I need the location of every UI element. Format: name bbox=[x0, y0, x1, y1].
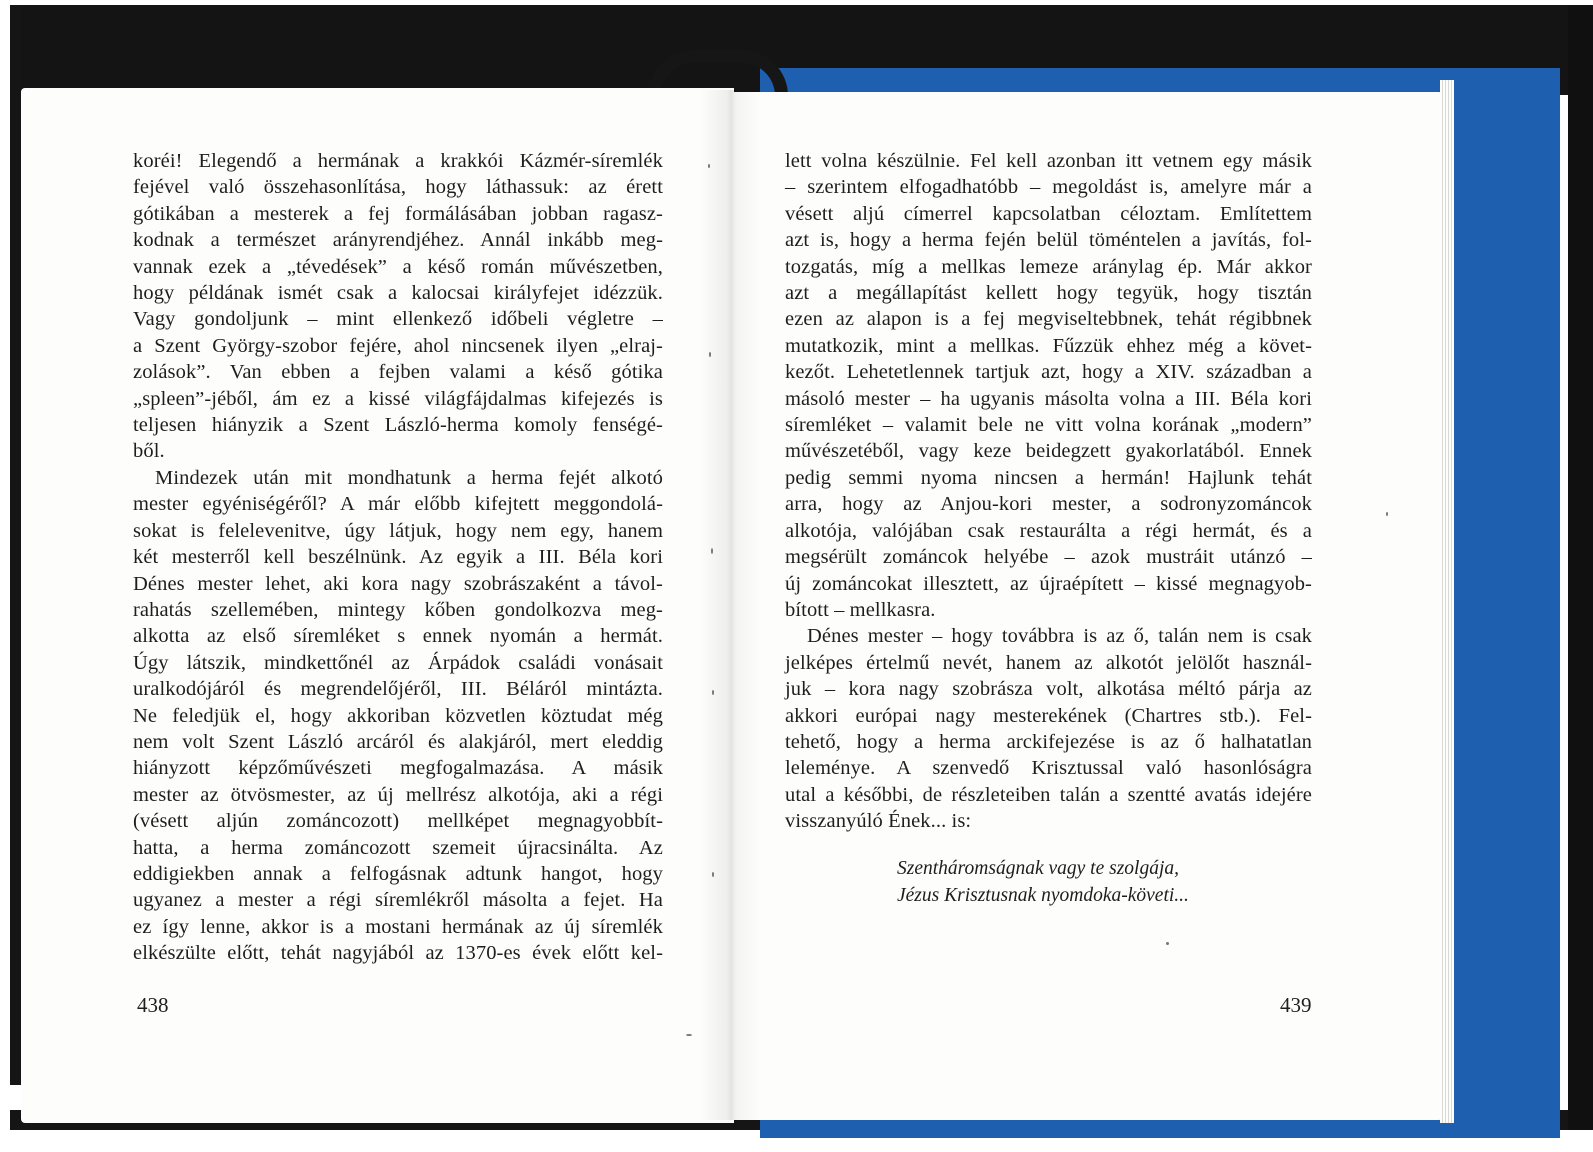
scan-speck bbox=[711, 548, 713, 554]
text-line: arra, hogy az Anjou-kori mester, a sodronyzománcok bbox=[785, 493, 1312, 516]
text-line: „spleen”-jéből, ám ez a kissé világfájdalmas kifejezés is bbox=[133, 387, 663, 410]
text-line: bított – mellkasra. bbox=[785, 598, 936, 621]
page-number-right: 439 bbox=[1280, 993, 1312, 1017]
text-line: rahatás szellemében, mintegy kőben gondolkozva meg- bbox=[133, 598, 663, 621]
text-line: vannak ezek a „tévedések” a késő román művészetben, bbox=[133, 255, 663, 278]
text-line: leleménye. A szenvedő Krisztussal való hasonlóságra bbox=[785, 757, 1312, 780]
text-line: művészetéből, vagy keze beidegzett gyakorlatából. Ennek bbox=[785, 440, 1312, 463]
text-line: utal a későbbi, de részleteiben talán a szentté avatás idejére bbox=[785, 783, 1312, 806]
scan-speck bbox=[712, 872, 714, 877]
text-line: ezen az alapon is a fej megviseltebbnek, tehát régibbnek bbox=[785, 308, 1312, 331]
text-line: ugyanez a mester a régi síremlékről másolta a fejet. Ha bbox=[133, 889, 663, 912]
text-line: Dénes mester lehet, aki kora nagy szobrászaként a távol- bbox=[133, 572, 663, 595]
page-number-left: 438 bbox=[137, 993, 169, 1017]
text-line: kezőt. Lehetetlennek tartjuk azt, hogy a XIV. században a bbox=[785, 361, 1312, 384]
text-line: pedig semmi nyoma nincsen a hermán! Hajlunk tehát bbox=[785, 466, 1312, 489]
verse-line: Jézus Krisztusnak nyomdoka-követi... bbox=[897, 885, 1189, 906]
page-edges bbox=[1440, 80, 1454, 1123]
text-line: alkotója, valójában csak restaurálta a régi hermát, és a bbox=[785, 519, 1312, 542]
text-line: tehető, hogy a herma arckifejezése is az ő halhatatlan bbox=[785, 730, 1312, 753]
text-line: visszanyúló Ének... is: bbox=[785, 810, 972, 833]
text-line: gótikában a mesterek a fej formálásában jobban ragasz- bbox=[133, 202, 663, 225]
text-line: eddigiekben annak a felfogásnak adtunk hangot, hogy bbox=[133, 862, 663, 885]
book-gutter bbox=[700, 90, 760, 1120]
text-line: mester az ötvösmester, az új mellrész alkotója, aki a régi bbox=[133, 783, 663, 806]
scan-speck bbox=[709, 352, 711, 357]
text-line: kodnak a természet arányrendjéhez. Annál inkább meg- bbox=[133, 229, 663, 252]
verse-line: Szentháromságnak vagy te szolgája, bbox=[897, 858, 1179, 879]
text-line: azt is, hogy a herma fején belül töméntelen a javítás, fol- bbox=[785, 229, 1312, 252]
scan-speck bbox=[686, 1034, 692, 1036]
scan-speck bbox=[708, 164, 710, 168]
text-line: hogy példának ismét csak a kalocsai királyfejet idézzük. bbox=[133, 282, 663, 305]
text-line: Vagy gondoljunk – mint ellenkező időbeli végletre – bbox=[133, 308, 663, 331]
text-line: megsérült zománcok helyébe – azok mustráit utánzó – bbox=[785, 546, 1312, 569]
text-line: Úgy látszik, mindkettőnél az Árpádok családi vonásait bbox=[133, 651, 663, 674]
right-page-text bbox=[785, 148, 1312, 835]
text-line: síremléket – valamit bele ne vitt volna korának „modern” bbox=[785, 414, 1312, 437]
text-line: juk – kora nagy szobrásza volt, alkotása méltó párja az bbox=[785, 678, 1312, 701]
text-line: alkotta az első síremléket s ennek nyomán a hermát. bbox=[133, 625, 663, 648]
text-line: új zománcokat illesztett, az újraépített – kissé megnagyob- bbox=[785, 572, 1312, 595]
text-line: nem volt Szent László arcáról és alakjáról, mert eleddig bbox=[133, 730, 663, 753]
text-line: elkészülte előtt, tehát nagyjából az 1370-es évek előtt kel- bbox=[133, 942, 663, 965]
text-line: vésett aljú címerrel kapcsolatban céloztam. Említettem bbox=[785, 202, 1312, 225]
text-line: tozgatás, míg a mellkas lemeze aránylag ép. Már akkor bbox=[785, 255, 1312, 278]
text-line: Dénes mester – hogy továbbra is az ő, talán nem is csak bbox=[807, 625, 1312, 648]
text-line: koréi! Elegendő a hermának a krakkói Kázmér-síremlék bbox=[133, 150, 663, 172]
text-line: másoló mester – ha ugyanis másolta volna a III. Béla kori bbox=[785, 387, 1312, 410]
text-line: zolások”. Van ebben a fejben valami a késő gótika bbox=[133, 361, 663, 384]
text-line: Ne feledjük el, hogy akkoriban közvetlen köztudat még bbox=[133, 704, 663, 727]
scan-speck bbox=[1166, 942, 1169, 945]
text-line: ből. bbox=[133, 440, 165, 463]
text-line: sokat is felelevenitve, úgy látjuk, hogy nem egy, hanem bbox=[133, 519, 663, 542]
text-line: a Szent György-szobor fejére, ahol nincsenek ilyen „elraj- bbox=[133, 334, 663, 357]
scan-speck bbox=[1386, 512, 1388, 516]
scan-speck bbox=[712, 690, 714, 695]
text-line: mutatkozik, mint a mellkas. Fűzzük ehhez még a követ- bbox=[785, 334, 1312, 357]
text-line: (vésett aljún zománcozott) mellképet megnagyobbít- bbox=[133, 810, 663, 833]
left-page-text bbox=[133, 148, 663, 967]
text-line: teljesen hiányzik a Szent László-herma komoly fenségé- bbox=[133, 414, 663, 437]
text-line: ez így lenne, akkor is a mostani hermának az új síremlék bbox=[133, 915, 663, 938]
text-line: – szerintem elfogadhatóbb – megoldást is, amelyre már a bbox=[785, 176, 1312, 199]
text-line: két mesterről kell beszélnünk. Az egyik a III. Béla kori bbox=[133, 546, 663, 569]
text-line: jelképes értelmű nevét, hanem az alkotót jelölőt használ- bbox=[785, 651, 1312, 674]
text-line: hatta, a herma zománcozott szemeit újracsinálta. Az bbox=[133, 836, 663, 859]
scan-shadow-right bbox=[1568, 5, 1593, 1130]
text-line: uralkodójáról és megrendelőjéről, III. Béláról mintázta. bbox=[133, 678, 663, 701]
text-line: azt a megállapítást kellett hogy tegyük, hogy tisztán bbox=[785, 282, 1312, 305]
text-line: lett volna készülnie. Fel kell azonban itt vetnem egy másik bbox=[785, 150, 1312, 172]
text-line: fejével való összehasonlítása, hogy láthassuk: az érett bbox=[133, 176, 663, 199]
text-line: mester egyéniségéről? A már előbb kifejtett meggondolá- bbox=[133, 493, 663, 516]
text-line: akkori európai nagy mesterekének (Chartres stb.). Fel- bbox=[785, 704, 1312, 727]
text-line: Mindezek után mit mondhatunk a herma fejét alkotó bbox=[155, 466, 663, 489]
text-line: hiányzott képzőművészeti megfogalmazása. A másik bbox=[133, 757, 663, 780]
